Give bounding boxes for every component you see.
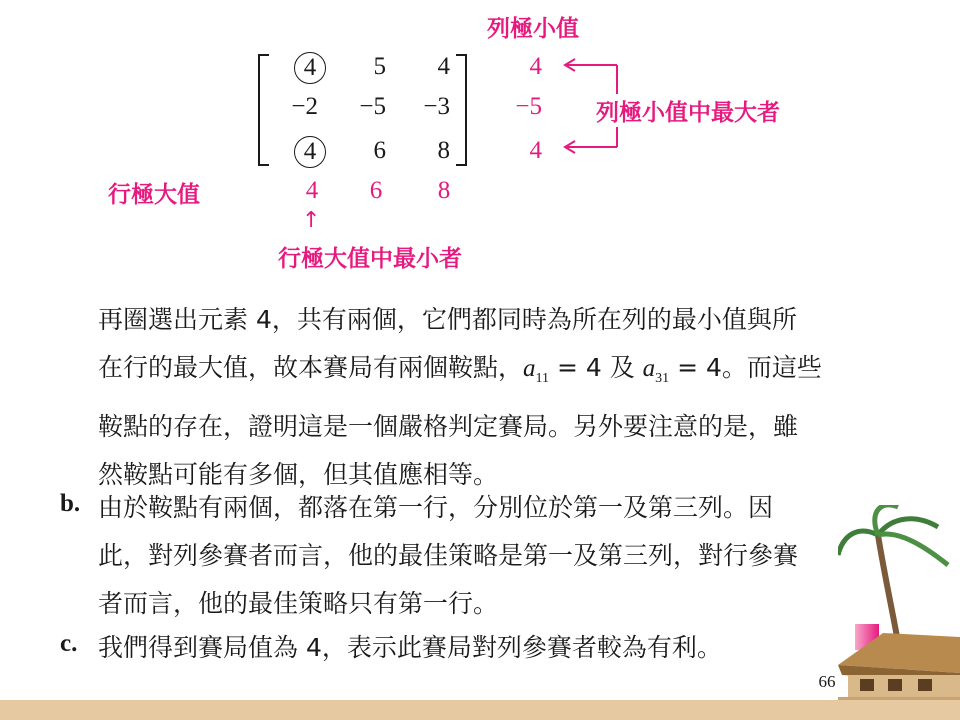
var-a11: a bbox=[523, 355, 536, 382]
row-min-1: 4 bbox=[529, 53, 542, 80]
row-min-max-label: 列極小值中最大者 bbox=[594, 94, 782, 127]
palm-hut-illustration bbox=[838, 505, 960, 705]
up-arrow-icon: ↑ bbox=[302, 208, 321, 233]
matrix-cell-3-3: 8 bbox=[437, 137, 450, 164]
row-min-2: −5 bbox=[515, 93, 542, 120]
paragraph-1-line-4: 然鞍點可能有多個，但其值應相等。 bbox=[98, 460, 499, 489]
item-c-text bbox=[98, 624, 898, 672]
item-b-label: b. bbox=[60, 490, 81, 517]
item-c-label: c. bbox=[60, 630, 78, 657]
var-a31: a bbox=[642, 355, 656, 382]
item-b-line-2: 此，對列參賽者而言，他的最佳策略是第一及第三列，對行參賽 bbox=[98, 541, 799, 570]
matrix-cell-2-1: −2 bbox=[291, 93, 318, 120]
row-min-title: 列極小值 bbox=[487, 16, 579, 42]
col-max-2: 6 bbox=[369, 177, 383, 204]
matrix-cell-3-2: 6 bbox=[373, 137, 386, 164]
paragraph-1 bbox=[98, 296, 898, 499]
bottom-band bbox=[0, 700, 960, 720]
paragraph-1-line-1: 再圈選出元素 4，共有兩個，它們都同時為所在列的最小值與所 bbox=[98, 305, 797, 334]
row-min-3: 4 bbox=[529, 137, 542, 164]
matrix-right-bracket bbox=[456, 54, 467, 166]
paragraph-1-line-3: 鞍點的存在，證明這是一個嚴格判定賽局。另外要注意的是，雖 bbox=[98, 412, 799, 441]
item-b-text bbox=[98, 484, 898, 628]
item-c-line-1: 我們得到賽局值為 4，表示此賽局對列參賽者較為有利。 bbox=[98, 633, 722, 662]
matrix-cell-2-3: −3 bbox=[423, 93, 450, 120]
matrix-cell-1-1: 4 bbox=[266, 52, 326, 84]
col-max-1: 4 bbox=[305, 177, 319, 204]
matrix-cell-3-1: 4 bbox=[266, 136, 326, 168]
paragraph-1-line-2: 在行的最大值，故本賽局有兩個鞍點，$a_{11} = 4$ 及 $a_{31} = 4$。而這些 bbox=[98, 353, 822, 386]
col-max-min-label: 行極大值中最小者 bbox=[278, 246, 462, 272]
col-max-title: 行極大值 bbox=[108, 182, 200, 208]
col-max-3: 8 bbox=[437, 177, 451, 204]
matrix-cell-1-2: 5 bbox=[373, 53, 386, 80]
matrix-cell-2-2: −5 bbox=[359, 93, 386, 120]
item-b-line-1: 由於鞍點有兩個，都落在第一行，分別位於第一及第三列。因 bbox=[98, 493, 774, 522]
matrix-cell-1-3: 4 bbox=[437, 53, 450, 80]
item-b-line-3: 者而言，他的最佳策略只有第一行。 bbox=[98, 589, 499, 618]
page-number: 66 bbox=[818, 672, 836, 691]
